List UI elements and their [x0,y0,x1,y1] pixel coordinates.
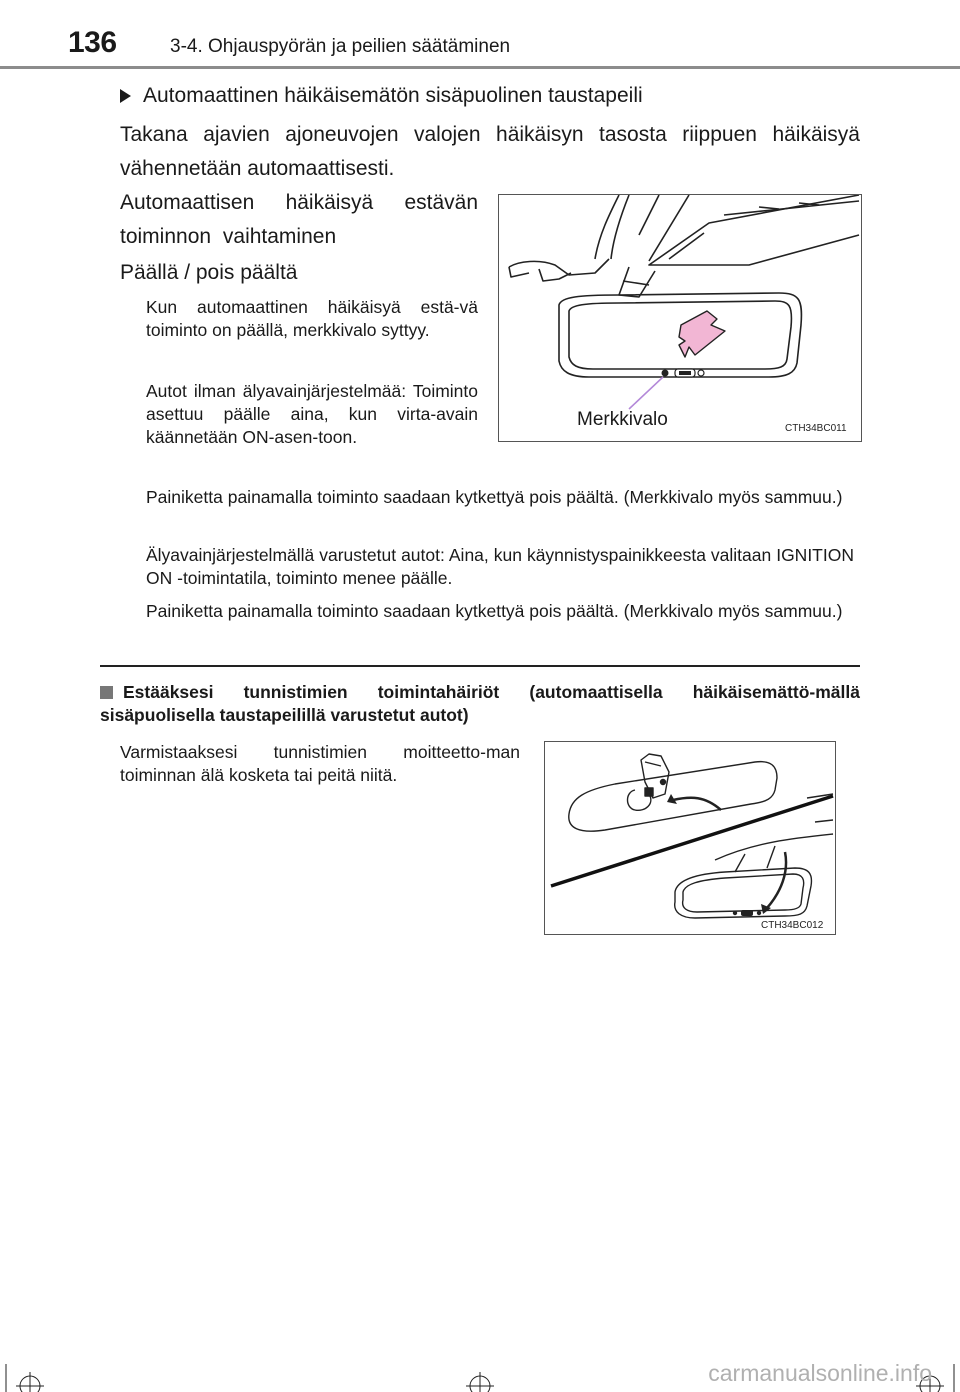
figure-code: CTH34BC012 [761,920,824,931]
indicator-light-icon [662,370,669,377]
figure-mirror-sensors [544,741,836,935]
section-heading [120,84,643,108]
watermark: carmanualsonline.info [708,1360,932,1386]
callout-line [629,377,663,409]
section-divider [100,665,860,667]
square-bullet-icon [100,686,113,699]
paragraph-button-off-2: Painiketta painamalla toiminto saadaan kytkettyä pois päältä. (Merkkivalo myös sammuu.) [146,601,843,621]
split-line [551,796,833,886]
sensor-section-heading [100,681,860,727]
chapter-title: 3-4. Ohjauspyörän ja peilien säätäminen [170,36,511,57]
paragraph-button-off-1: Painiketta painamalla toiminto saadaan kytkettyä pois päältä. (Merkkivalo myös sammuu.) [146,487,843,507]
triangle-bullet-icon [120,89,131,103]
on-off-label: Päällä / pois päältä [120,261,298,284]
highlight-arrow-icon [679,311,725,357]
sensor-illustration [545,742,835,934]
callout-label: Merkkivalo [577,409,668,430]
sensor-paragraph: Varmistaaksesi tunnistimien moitteetto-man toiminnan älä kosketa tai peitä niitä. [120,742,520,785]
paragraph-indicator: Kun automaattinen häikäisyä estä-vä toiminto on päällä, merkkivalo syttyy. [146,297,478,340]
figure-code: CTH34BC011 [785,423,847,434]
section-heading-text: Automaattinen häikäisemätön sisäpuolinen taustapeili [143,84,643,107]
sensor-arrow-icon [673,798,721,810]
switch-title: Automaattisen häikäisyä estävän toiminnon vaihtaminen [120,191,478,248]
page-number: 136 [68,26,117,59]
intro-paragraph: Takana ajavien ajoneuvojen valojen häikäisyn tasosta riippuen häikäisyä vähennetään automaattisesti. [120,123,860,180]
sensor-section-heading-text: Estääksesi tunnistimien toimintahäiriöt (automaattisella häikäisemättö-mällä sisäpuolisella taustapeilillä varustetut autot) [100,682,860,725]
figure-mirror-indicator [498,194,862,442]
paragraph-smart-key: Älyavainjärjestelmällä varustetut autot: Aina, kun käynnistyspainikkeesta valitaan IGNITION ON -toimintatila, toiminto menee päälle. [146,545,854,588]
header-rule [0,66,960,69]
paragraph-no-smart-key: Autot ilman älyavainjärjestelmää: Toiminto asettuu päälle aina, kun virta-avain käännetään ON-asen-toon. [146,381,478,447]
mirror-illustration [499,195,861,441]
